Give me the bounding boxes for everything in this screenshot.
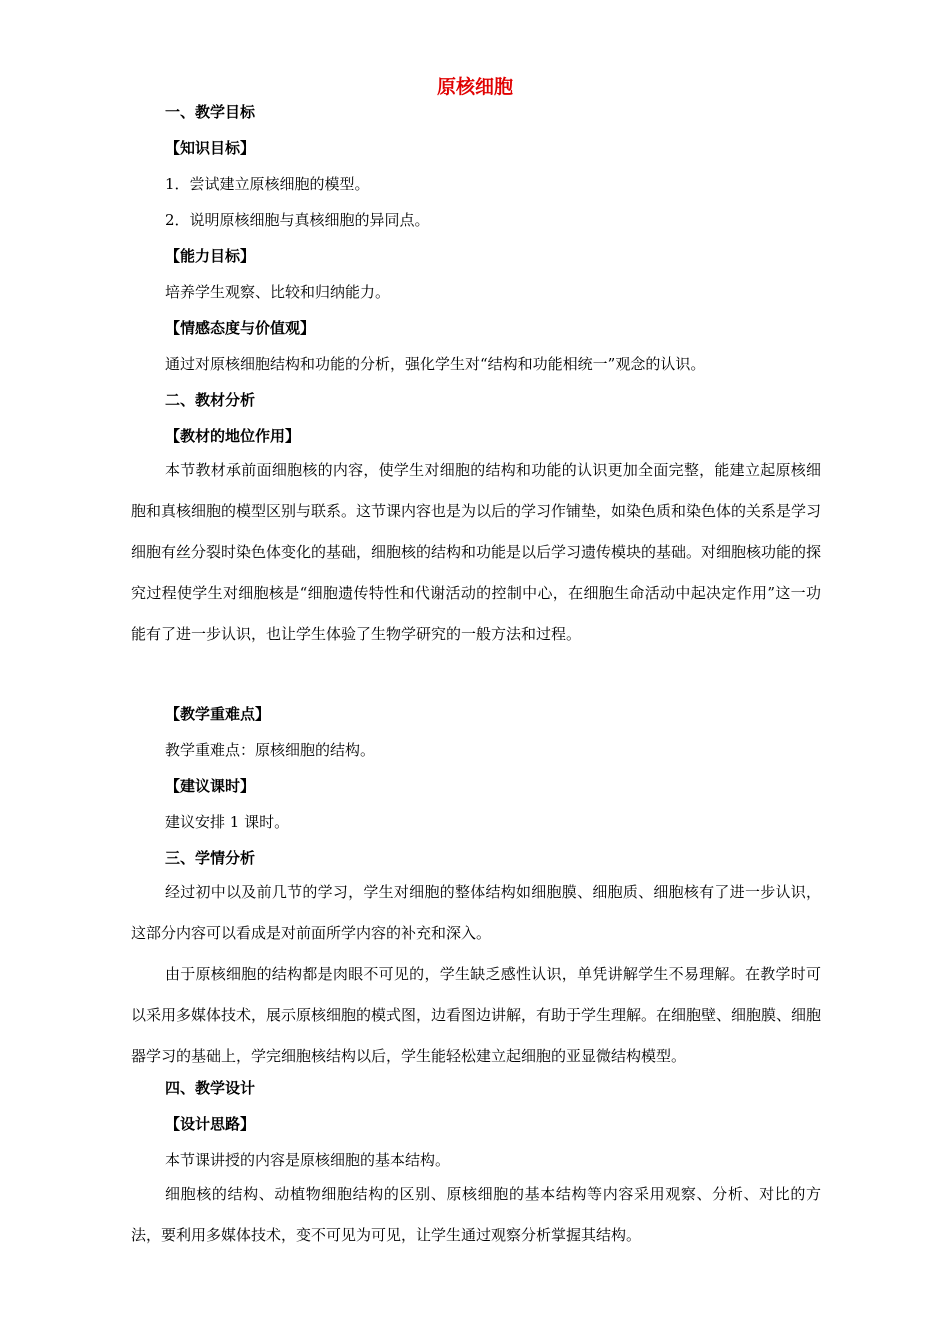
material-role-paragraph: 本节教材承前面细胞核的内容，使学生对细胞的结构和功能的认识更加全面完整，能建立起原核细胞和真核细胞的模型区别与联系。这节课内容也是为以后的学习作铺垫，如染色质和染色体的关系是学习细胞有丝分裂时染色体变化的基础，细胞核的结构和功能是以后学习遗传模块的基础。对细胞核功能的探究过程使学生对细胞核是“细胞遗传特性和代谢活动的控制中心，在细胞生命活动中起决定作用”这一功能有了进一步认识，也让学生体验了生物学研究的一般方法和过程。 <box>131 461 822 643</box>
section-heading-objectives: 一、教学目标 <box>165 103 256 121</box>
knowledge-item-1: 1．尝试建立原核细胞的模型。 <box>165 175 370 193</box>
ability-text: 培养学生观察、比较和归纳能力。 <box>165 283 391 301</box>
student-analysis-paragraph-1: 经过初中以及前几节的学习，学生对细胞的整体结构如细胞膜、细胞质、细胞核有了进一步认识，这部分内容可以看成是对前面所学内容的补充和深入。 <box>131 883 821 942</box>
subheading-design-idea: 【设计思路】 <box>165 1115 256 1133</box>
section-heading-teaching-design: 四、教学设计 <box>165 1079 256 1097</box>
subheading-material-role: 【教材的地位作用】 <box>165 427 301 445</box>
design-paragraph-2: 细胞核的结构、动植物细胞结构的区别、原核细胞的基本结构等内容采用观察、分析、对比的方法，要利用多媒体技术，变不可见为可见，让学生通过观察分析掌握其结构。 <box>131 1185 821 1244</box>
section-heading-material-analysis: 二、教材分析 <box>165 391 256 409</box>
emotion-text: 通过对原核细胞结构和功能的分析，强化学生对“结构和功能相统一”观念的认识。 <box>165 355 706 373</box>
design-text-1: 本节课讲授的内容是原核细胞的基本结构。 <box>165 1151 451 1169</box>
knowledge-item-2: 2．说明原核细胞与真核细胞的异同点。 <box>165 211 430 229</box>
class-hours-text: 建议安排 1 课时。 <box>165 813 290 831</box>
subheading-class-hours: 【建议课时】 <box>165 777 256 795</box>
document-title: 原核细胞 <box>436 76 513 98</box>
section-heading-student-analysis: 三、学情分析 <box>165 849 256 867</box>
subheading-key-points: 【教学重难点】 <box>165 705 271 723</box>
subheading-ability-objectives: 【能力目标】 <box>165 247 256 265</box>
subheading-emotion-values: 【情感态度与价值观】 <box>165 319 316 337</box>
key-points-text: 教学重难点：原核细胞的结构。 <box>165 741 376 759</box>
student-analysis-paragraph-2: 由于原核细胞的结构都是肉眼不可见的，学生缺乏感性认识，单凭讲解学生不易理解。在教学时可以采用多媒体技术，展示原核细胞的模式图，边看图边讲解，有助于学生理解。在细胞壁、细胞膜、细胞器学习的基础上，学完细胞核结构以后，学生能轻松建立起细胞的亚显微结构模型。 <box>131 965 822 1065</box>
subheading-knowledge-objectives: 【知识目标】 <box>165 139 256 157</box>
